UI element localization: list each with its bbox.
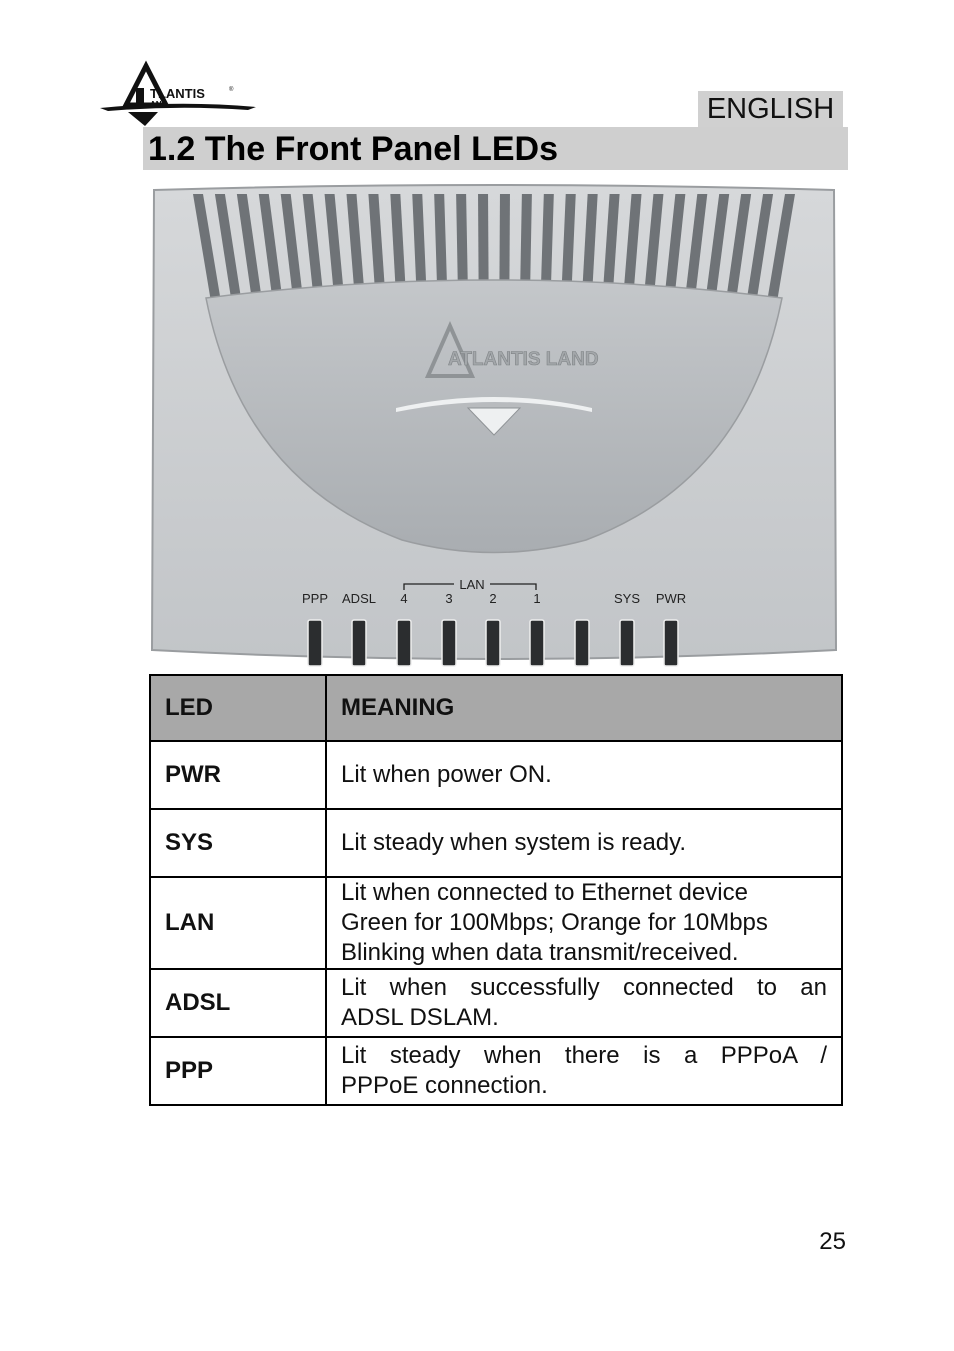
header-led: LED (150, 675, 326, 741)
svg-text:TLANTIS: TLANTIS (150, 86, 205, 101)
led-indicator (575, 620, 589, 666)
led-name: LAN (150, 877, 326, 969)
led-indicator (352, 620, 366, 666)
led-indicator (308, 620, 322, 666)
led-meaning: Lit when connected to Ethernet device Green for 100Mbps; Orange for 10Mbps Blinking when data transmit/received. (326, 877, 842, 969)
led-meaning: Lit when power ON. (326, 741, 842, 809)
led-indicators (308, 620, 678, 666)
led-name: PPP (150, 1037, 326, 1105)
led-label: ADSL (342, 591, 376, 606)
led-label: PWR (655, 591, 687, 606)
section-header (143, 127, 848, 170)
led-meaning: Lit when successfully connected to an ADSL DSLAM. (326, 969, 842, 1037)
svg-text:AND: AND (150, 100, 168, 109)
table-header-row (150, 675, 842, 741)
led-indicator (486, 620, 500, 666)
led-label: 3 (445, 591, 453, 606)
led-indicator (664, 620, 678, 666)
led-meaning: Lit steady when there is a PPPoA / PPPoE connection. (326, 1037, 842, 1105)
led-label: PPP (301, 591, 329, 606)
header-meaning: MEANING (326, 675, 842, 741)
svg-text:®: ® (229, 87, 234, 93)
led-meaning-table (149, 674, 843, 1106)
led-label: 2 (489, 591, 497, 606)
router-front-panel-image (146, 180, 842, 668)
table-row (150, 741, 842, 809)
lan-group-label: LAN (459, 577, 485, 592)
section-title: 1.2 The Front Panel LEDs (148, 130, 558, 168)
led-label: SYS (613, 591, 641, 606)
led-name: ADSL (150, 969, 326, 1037)
atlantis-land-logo (98, 60, 258, 130)
led-label: 4 (400, 591, 408, 606)
led-indicator (530, 620, 544, 666)
language-label: ENGLISH (698, 91, 843, 127)
table-row (150, 809, 842, 877)
led-indicator (397, 620, 411, 666)
led-name: PWR (150, 741, 326, 809)
led-indicator (442, 620, 456, 666)
table-row (150, 877, 842, 969)
table-row (150, 1037, 842, 1105)
led-label: 1 (533, 591, 541, 606)
panel-brand-text: ATLANTIS LAND (448, 349, 599, 370)
led-indicator (620, 620, 634, 666)
page-number: 25 (819, 1228, 846, 1255)
led-labels (302, 591, 686, 606)
led-name: SYS (150, 809, 326, 877)
table-row (150, 969, 842, 1037)
led-meaning: Lit steady when system is ready. (326, 809, 842, 877)
